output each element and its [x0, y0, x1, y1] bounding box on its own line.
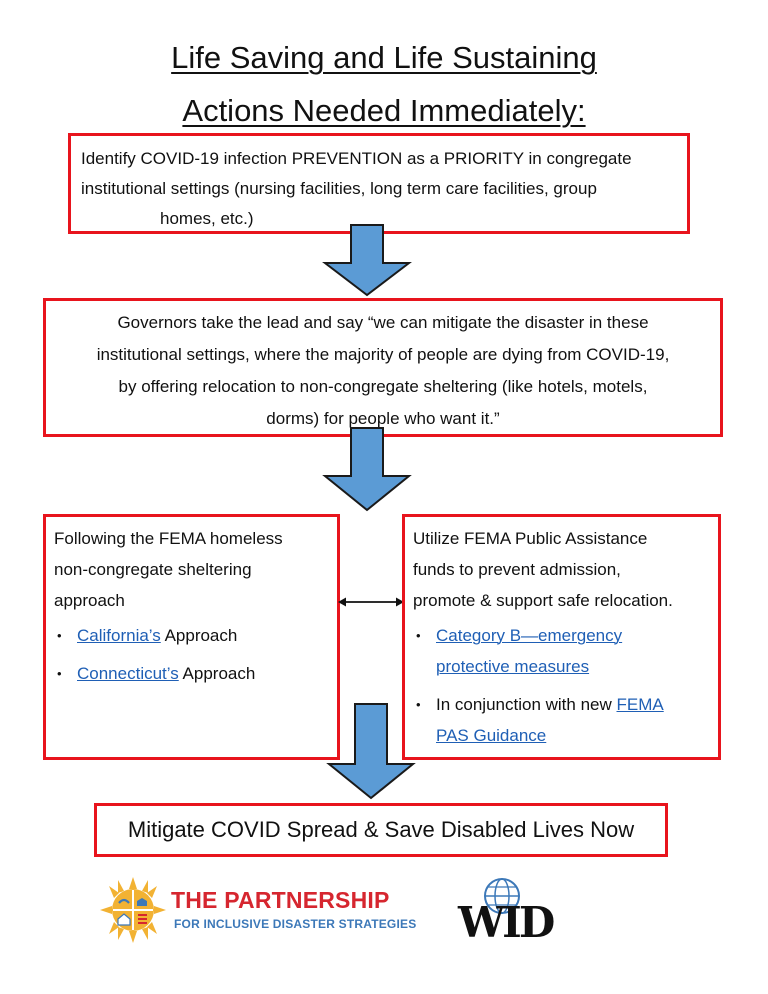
- down-arrow-2: [322, 428, 412, 512]
- california-link[interactable]: California’s: [77, 626, 161, 645]
- box1-line1: Identify COVID-19 infection PREVENTION as a PRIORITY in congregate: [81, 149, 632, 168]
- connecticut-link[interactable]: Connecticut’s: [77, 664, 179, 683]
- box3-line3: approach: [54, 591, 125, 610]
- box4-line3: promote & support safe relocation.: [413, 591, 673, 610]
- governors-lead-box: [43, 298, 723, 437]
- partnership-name: THE PARTNERSHIP: [171, 887, 390, 913]
- list-item-text: Approach: [160, 626, 238, 645]
- double-headed-arrow: [338, 596, 404, 608]
- wid-wordmark: WID: [458, 898, 553, 947]
- box1-line2: institutional settings (nursing facilities, long term care facilities, group: [81, 179, 597, 198]
- down-arrow-1: [322, 225, 412, 297]
- list-item: [413, 620, 718, 682]
- partnership-logo: [98, 877, 428, 943]
- public-assistance-list: [413, 620, 718, 751]
- box2-line1: Governors take the lead and say “we can mitigate the disaster in these: [117, 313, 649, 332]
- box4-line1: Utilize FEMA Public Assistance: [413, 529, 648, 548]
- down-arrow-3: [326, 704, 416, 800]
- sun-logo-icon: [98, 877, 168, 943]
- state-approach-list: [54, 620, 337, 689]
- box3-line1: Following the FEMA homeless: [54, 529, 283, 548]
- box1-line3: homes, etc.): [160, 209, 254, 228]
- fema-pas-link-line1[interactable]: FEMA: [616, 695, 664, 714]
- category-b-link-line1[interactable]: Category B—emergency: [436, 626, 623, 645]
- box2-line3: by offering relocation to non-congregate sheltering (like hotels, motels,: [118, 377, 648, 396]
- box2-line4: dorms) for people who want it.”: [266, 409, 500, 428]
- box2-line2: institutional settings, where the majority of people are dying from COVID-19,: [96, 345, 670, 364]
- list-item: [54, 658, 337, 689]
- fema-homeless-approach-box: [43, 514, 340, 760]
- box4-line2: funds to prevent admission,: [413, 560, 621, 579]
- box3-line2: non-congregate sheltering: [54, 560, 252, 579]
- wid-logo: [456, 876, 564, 947]
- list-item-text: In conjunction with new: [436, 695, 617, 714]
- prevention-priority-box: [68, 133, 690, 234]
- mitigate-covid-box: Mitigate COVID Spread & Save Disabled Lives Now: [94, 803, 668, 857]
- category-b-link-line2[interactable]: protective measures: [436, 657, 590, 676]
- page-title-line1: Life Saving and Life Sustaining: [171, 40, 597, 75]
- page-title-line2: Actions Needed Immediately:: [182, 93, 586, 128]
- list-item: [54, 620, 337, 651]
- list-item-text: Approach: [178, 664, 256, 683]
- partnership-tagline: FOR INCLUSIVE DISASTER STRATEGIES: [174, 917, 417, 931]
- fema-public-assistance-box: [402, 514, 721, 760]
- list-item: [413, 689, 718, 751]
- fema-pas-link-line2[interactable]: PAS Guidance: [436, 726, 547, 745]
